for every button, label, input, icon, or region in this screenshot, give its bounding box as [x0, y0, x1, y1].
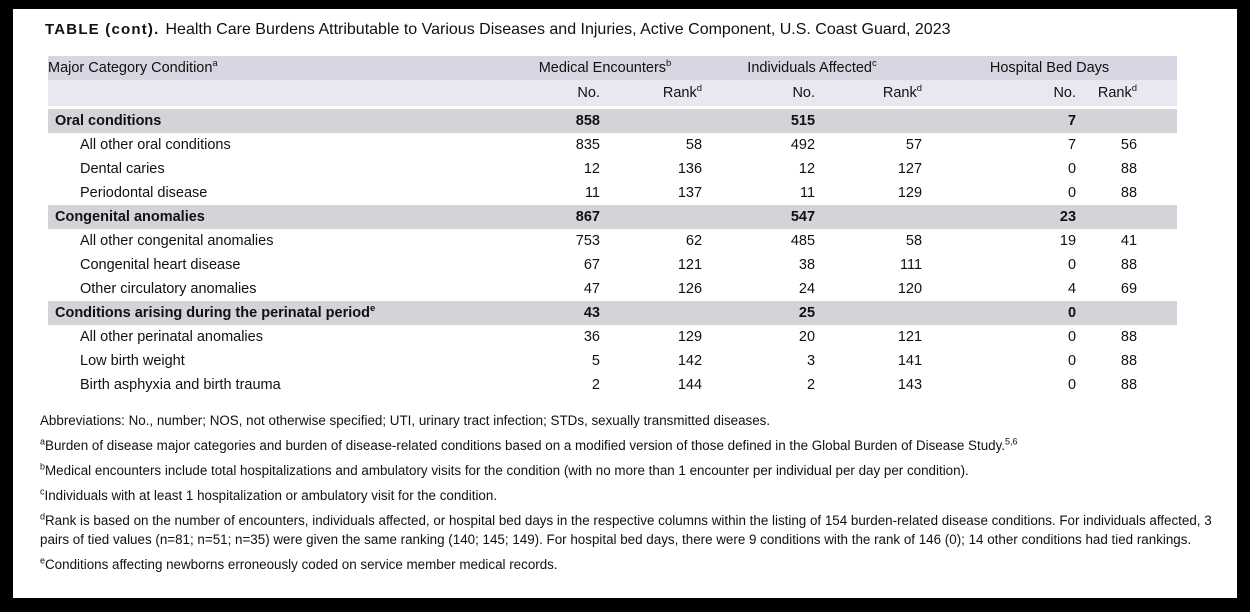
hbd-no-cell: 4	[1067, 281, 1077, 297]
spacer-cell	[1137, 229, 1177, 253]
ia-no-cell: 20	[798, 329, 816, 345]
spacer-cell	[1137, 253, 1177, 277]
condition-row	[48, 229, 1177, 253]
category-cell	[48, 108, 508, 134]
ia-rank-cell: 141	[897, 353, 923, 369]
ia-no-total-cell: 25	[702, 301, 815, 325]
me-no-cell: 835	[575, 137, 600, 153]
me-rank-total-cell	[600, 108, 702, 134]
me-rank-cell: 144	[677, 377, 703, 393]
footnote-marker-c: c	[40, 486, 45, 497]
condition-cell: Dental caries	[80, 161, 165, 177]
ia-rank-cell: 120	[897, 281, 923, 297]
hbd-rank-cell: 88	[1120, 257, 1138, 273]
hbd-rank-cell: 69	[1120, 281, 1138, 297]
subheader-ia-no-label: No.	[792, 85, 816, 101]
col-header-medical-encounters-label: Medical Encounters	[538, 60, 667, 76]
subheader-ia-rank	[815, 80, 922, 108]
me-rank-cell: 121	[677, 257, 703, 273]
subheader-hbd-no	[922, 80, 1076, 108]
footnote-c	[40, 486, 1216, 505]
me-no-total-cell: 867	[508, 205, 600, 229]
footnote-marker-a: a	[40, 436, 46, 447]
condition-row	[48, 349, 1177, 373]
subheader-me-no-label: No.	[577, 85, 600, 101]
hbd-no-cell: 0	[1067, 353, 1077, 369]
ia-rank-total-cell	[815, 108, 922, 134]
burden-table	[48, 56, 1177, 397]
ia-rank-cell: 127	[897, 161, 923, 177]
condition-row	[48, 157, 1177, 181]
ia-no-cell: 12	[798, 161, 816, 177]
subheader-ia-rank-sup: d	[916, 83, 923, 95]
condition-cell: Low birth weight	[80, 353, 185, 369]
hbd-rank-cell: 88	[1120, 353, 1138, 369]
header-row-groups	[48, 56, 1177, 80]
hbd-rank-cell: 88	[1120, 377, 1138, 393]
me-rank-total-cell	[600, 301, 702, 325]
category-row	[48, 301, 1177, 325]
subheader-ia-rank-label: Rank	[882, 85, 917, 101]
condition-cell: All other perinatal anomalies	[80, 329, 263, 345]
me-rank-cell: 58	[685, 137, 703, 153]
spacer-cell	[1137, 157, 1177, 181]
ia-no-cell: 2	[806, 377, 816, 393]
ia-rank-total-cell	[815, 301, 922, 325]
me-no-cell: 753	[575, 233, 600, 249]
spacer-cell	[1137, 349, 1177, 373]
col-header-individuals-affected-sup: c	[871, 58, 877, 70]
ia-rank-cell: 111	[899, 257, 923, 273]
category-label: Conditions arising during the perinatal period	[55, 305, 370, 321]
me-no-total-cell: 43	[508, 301, 600, 325]
me-no-cell: 11	[584, 185, 600, 201]
footnotes	[40, 411, 1216, 574]
ia-no-cell: 38	[798, 257, 816, 273]
ia-rank-cell: 121	[897, 329, 923, 345]
hbd-rank-cell: 88	[1120, 329, 1138, 345]
condition-row	[48, 133, 1177, 157]
footnote-marker-e: e	[40, 555, 46, 566]
spacer-cell	[1137, 325, 1177, 349]
me-rank-cell: 62	[685, 233, 703, 249]
hbd-rank-cell: 88	[1120, 161, 1138, 177]
hbd-no-cell: 0	[1067, 257, 1077, 273]
hbd-rank-total-cell	[1076, 205, 1137, 229]
subheader-hbd-rank-label: Rank	[1097, 85, 1132, 101]
ia-no-cell: 3	[806, 353, 816, 369]
hbd-no-cell: 19	[1059, 233, 1077, 249]
condition-row	[48, 325, 1177, 349]
subheader-ia-no	[702, 80, 815, 108]
category-cell	[48, 301, 508, 325]
ia-rank-cell: 57	[905, 137, 923, 153]
category-label: Oral conditions	[55, 113, 162, 129]
spacer-cell	[1137, 205, 1177, 229]
col-header-medical-encounters	[508, 56, 702, 80]
condition-row	[48, 253, 1177, 277]
ia-rank-cell: 143	[897, 377, 923, 393]
hbd-rank-total-cell	[1076, 301, 1137, 325]
me-no-cell: 36	[583, 329, 600, 345]
footnote-d	[40, 511, 1216, 549]
spacer-cell	[1137, 181, 1177, 205]
ia-no-cell: 24	[798, 281, 816, 297]
ia-no-cell: 492	[790, 137, 816, 153]
condition-cell: Birth asphyxia and birth trauma	[80, 377, 281, 393]
table-title-text: Health Care Burdens Attributable to Various Diseases and Injuries, Active Component, U.S. Coast Guard, 2023	[165, 21, 951, 38]
footnote-list	[40, 436, 1216, 574]
subheader-me-rank	[600, 80, 702, 108]
spacer-cell	[1137, 133, 1177, 157]
subheader-hbd-no-label: No.	[1053, 85, 1077, 101]
subheader-me-no	[508, 80, 600, 108]
col-header-hospital-bed-days	[922, 56, 1177, 80]
category-row	[48, 205, 1177, 229]
ia-rank-cell: 58	[905, 233, 923, 249]
footnote-text-d: Rank is based on the number of encounters, individuals affected, or hospital bed days in the respective columns within the listing of 154 burden-related disease conditions. For individuals affected, 3 pairs of tied values (n=81; n=51; n=35) were given the same ranking (140; 145; 149). For hospital bed days, there were 9 conditions with the rank of 146 (0); 14 other conditions had tied rankings.	[40, 513, 1212, 548]
col-header-condition-label: Major Category Condition	[48, 60, 213, 76]
spacer-cell	[1137, 373, 1177, 397]
abbreviations-note: Abbreviations: No., number; NOS, not otherwise specified; UTI, urinary tract infection; STDs, sexually transmitted diseases.	[40, 413, 771, 428]
footnote-marker-b: b	[40, 461, 46, 472]
me-no-cell: 47	[583, 281, 600, 297]
col-header-condition-sup: a	[212, 58, 218, 70]
subheader-hbd-rank	[1076, 80, 1137, 108]
condition-row	[48, 373, 1177, 397]
me-rank-cell: 142	[677, 353, 703, 369]
table-title-label: TABLE (cont).	[45, 21, 160, 38]
hbd-no-cell: 0	[1067, 161, 1077, 177]
footnote-e	[40, 555, 1216, 574]
hbd-no-cell: 0	[1067, 377, 1077, 393]
col-header-condition	[48, 56, 508, 80]
footnote-text-a: Burden of disease major categories and burden of disease-related conditions based on a modified version of those defined in the Global Burden of Disease Study.	[45, 438, 1006, 454]
footnote-text-c: Individuals with at least 1 hospitalization or ambulatory visit for the condition.	[44, 488, 498, 504]
category-cell	[48, 205, 508, 229]
hbd-no-cell: 0	[1067, 329, 1077, 345]
col-header-individuals-affected-label: Individuals Affected	[747, 60, 872, 76]
ia-no-cell: 11	[799, 185, 816, 201]
hbd-rank-cell: 41	[1120, 233, 1138, 249]
condition-cell: Periodontal disease	[80, 185, 208, 201]
category-row	[48, 108, 1177, 134]
footnote-b	[40, 461, 1216, 480]
col-header-medical-encounters-sup: b	[666, 58, 672, 70]
ia-no-total-cell: 515	[702, 108, 815, 134]
category-sup: e	[370, 303, 376, 315]
ia-rank-cell: 129	[897, 185, 923, 201]
ia-no-total-cell: 547	[702, 205, 815, 229]
me-rank-total-cell	[600, 205, 702, 229]
col-header-hospital-bed-days-label: Hospital Bed Days	[989, 60, 1110, 76]
table-title	[45, 21, 1237, 39]
spacer-cell	[1137, 301, 1177, 325]
header-row-sub	[48, 80, 1177, 108]
category-label: Congenital anomalies	[55, 209, 205, 225]
hbd-rank-total-cell	[1076, 108, 1137, 134]
hbd-no-total-cell: 7	[922, 108, 1076, 134]
condition-cell: All other oral conditions	[80, 137, 231, 153]
footnote-text-e: Conditions affecting newborns erroneously coded on service member medical records.	[45, 557, 558, 573]
subheader-empty	[48, 80, 508, 108]
condition-cell: All other congenital anomalies	[80, 233, 274, 249]
hbd-no-total-cell: 23	[922, 205, 1076, 229]
footnote-text-b: Medical encounters include total hospitalizations and ambulatory visits for the condition (with no more than 1 encounter per individual per day per condition).	[45, 463, 969, 479]
condition-row	[48, 181, 1177, 205]
hbd-rank-cell: 88	[1120, 185, 1138, 201]
me-rank-cell: 129	[677, 329, 703, 345]
me-no-cell: 2	[591, 377, 600, 393]
hbd-no-cell: 7	[1067, 137, 1077, 153]
ia-no-cell: 485	[790, 233, 816, 249]
subheader-me-rank-sup: d	[696, 83, 703, 95]
spacer-cell	[1137, 277, 1177, 301]
subheader-me-rank-label: Rank	[662, 85, 697, 101]
me-rank-cell: 126	[677, 281, 703, 297]
col-header-individuals-affected	[702, 56, 922, 80]
me-rank-cell: 137	[677, 185, 703, 201]
subheader-hbd-rank-sup: d	[1131, 83, 1138, 95]
document-page	[13, 9, 1237, 598]
ia-rank-total-cell	[815, 205, 922, 229]
me-no-cell: 12	[583, 161, 600, 177]
me-no-cell: 67	[583, 257, 600, 273]
condition-row	[48, 277, 1177, 301]
hbd-no-total-cell: 0	[922, 301, 1076, 325]
footnote-citation-a: 5,6	[1005, 436, 1018, 447]
me-no-cell: 5	[591, 353, 600, 369]
hbd-rank-cell: 56	[1120, 137, 1138, 153]
footnote-a	[40, 436, 1216, 455]
me-rank-cell: 136	[677, 161, 703, 177]
condition-cell: Congenital heart disease	[80, 257, 241, 273]
footnote-marker-d: d	[40, 511, 46, 522]
me-no-total-cell: 858	[508, 108, 600, 134]
hbd-no-cell: 0	[1067, 185, 1077, 201]
subheader-spacer	[1137, 80, 1177, 108]
condition-cell: Other circulatory anomalies	[80, 281, 257, 297]
spacer-cell	[1137, 108, 1177, 134]
